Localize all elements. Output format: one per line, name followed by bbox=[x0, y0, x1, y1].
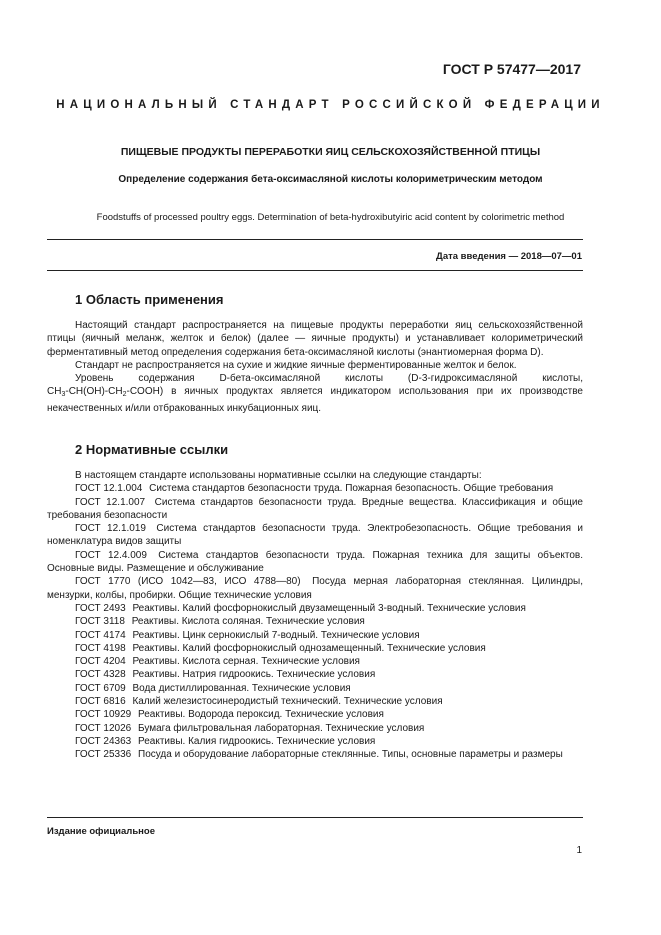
reference-title: Система стандартов безопасности труда. Пожарная техника для защиты объектов. Основные виды. Размещение и обслуживание bbox=[47, 549, 584, 575]
reference-title: Реактивы. Кислота соляная. Технические условия bbox=[131, 616, 365, 628]
reference-code: ГОСТ 1770 (ИСО 1042—83, ИСО 4788—80) bbox=[75, 576, 301, 588]
english-title: Foodstuffs of processed poultry eggs. Determination of beta-hydroxibutyiric acid content by colorimetric method bbox=[96, 212, 565, 223]
reference-list bbox=[47, 482, 583, 761]
reference-item bbox=[47, 722, 583, 735]
section-heading: 1 Область применения bbox=[75, 292, 224, 307]
introduction-date: Дата введения — 2018—07—01 bbox=[436, 251, 582, 262]
document-subtitle: Определение содержания бета-оксимасляной кислоты колориметрическим методом bbox=[118, 174, 543, 185]
reference-title: Реактивы. Водорода пероксид. Технические условия bbox=[138, 709, 384, 721]
reference-item bbox=[47, 549, 583, 576]
reference-title: Посуда и оборудование лабораторные стеклянные. Типы, основные параметры и размеры bbox=[138, 749, 563, 761]
formula-part: -CH(OH)-CH bbox=[65, 386, 123, 398]
reference-code: ГОСТ 12.1.004 bbox=[75, 483, 143, 495]
reference-title: Реактивы. Кислота серная. Технические условия bbox=[132, 656, 360, 668]
reference-code: ГОСТ 6709 bbox=[75, 682, 126, 694]
reference-item bbox=[47, 655, 583, 668]
reference-code: ГОСТ 4328 bbox=[75, 669, 126, 681]
reference-title: Реактивы. Калия гидроокись. Технические условия bbox=[138, 735, 376, 747]
reference-title: Система стандартов безопасности труда. Вредные вещества. Классификация и общие требования безопасности bbox=[47, 496, 583, 521]
reference-item bbox=[47, 748, 583, 761]
national-standard-heading: НАЦИОНАЛЬНЫЙ СТАНДАРТ РОССИЙСКОЙ ФЕДЕРАЦИИ bbox=[56, 99, 605, 111]
paragraph: В настоящем стандарте использованы нормативные ссылки на следующие стандарты: bbox=[75, 470, 482, 481]
reference-item bbox=[47, 642, 583, 655]
section-scope bbox=[47, 292, 583, 415]
divider-top bbox=[47, 239, 583, 240]
reference-title: Вода дистиллированная. Технические условия bbox=[132, 682, 351, 694]
formula-part: CH bbox=[47, 386, 62, 398]
section-heading: 2 Нормативные ссылки bbox=[75, 442, 229, 457]
formula-subscript: 3 bbox=[61, 391, 66, 399]
reference-item bbox=[47, 522, 583, 549]
reference-code: ГОСТ 2493 bbox=[75, 602, 126, 614]
divider-date bbox=[47, 270, 583, 271]
reference-item bbox=[47, 482, 583, 495]
reference-item bbox=[47, 615, 583, 628]
reference-title: Калий железистосинеродистый технический. Технические условия bbox=[132, 696, 443, 708]
reference-title: Посуда мерная лабораторная стеклянная. Цилиндры, мензурки, колбы, пробирки. Общие технические условия bbox=[47, 576, 583, 601]
paragraph: Стандарт не распространяется на сухие и жидкие яичные ферментированные желток и белок. bbox=[75, 359, 517, 371]
reference-title: Реактивы. Калий фосфорнокислый двузамещенный 3-водный. Технические условия bbox=[132, 602, 526, 614]
reference-title: Реактивы. Цинк сернокислый 7-водный. Технические условия bbox=[132, 629, 420, 641]
reference-code: ГОСТ 4198 bbox=[75, 642, 126, 654]
reference-title: Бумага фильтровальная лабораторная. Технические условия bbox=[138, 722, 425, 734]
page-number: 1 bbox=[576, 845, 582, 856]
reference-code: ГОСТ 12.4.009 bbox=[75, 549, 147, 561]
reference-code: ГОСТ 25336 bbox=[75, 749, 132, 761]
paragraph: Настоящий стандарт распространяется на пищевые продукты переработки яиц сельскохозяйственной птицы (яичный меланж, желток и белок) (далее — яичные продукты) и устанавливает колориметрический ферментативный метод определения содержания бета-оксимасляной кислоты (энантиомерная форма D). bbox=[47, 320, 583, 358]
reference-item bbox=[47, 708, 583, 721]
reference-title: Система стандартов безопасности труда. Электробезопасность. Общие требования и номенклатура видов защиты bbox=[47, 523, 584, 548]
reference-item bbox=[47, 668, 583, 681]
reference-item bbox=[47, 682, 583, 695]
reference-title: Реактивы. Натрия гидроокись. Технические условия bbox=[132, 669, 376, 681]
formula-subscript: 2 bbox=[122, 391, 127, 399]
reference-code: ГОСТ 3118 bbox=[75, 616, 125, 628]
reference-code: ГОСТ 24363 bbox=[75, 735, 132, 747]
reference-code: ГОСТ 4204 bbox=[75, 656, 126, 668]
reference-title: Реактивы. Калий фосфорнокислый однозамещенный. Технические условия bbox=[132, 642, 486, 654]
formula-part: -COOH) в яичных продуктах является индикатором использования при их производстве некачественных и/или отбракованных инкубационных яиц. bbox=[47, 386, 583, 414]
reference-code: ГОСТ 12026 bbox=[75, 722, 132, 734]
reference-title: Система стандартов безопасности труда. Пожарная безопасность. Общие требования bbox=[149, 483, 554, 495]
paragraph-line: Уровень содержания D-бета-оксимасляной кислоты (D-3-гидроксимасляной кислоты, bbox=[75, 373, 583, 385]
reference-item bbox=[47, 695, 583, 708]
reference-code: ГОСТ 6816 bbox=[75, 696, 126, 708]
reference-code: ГОСТ 12.1.007 bbox=[75, 496, 146, 508]
reference-item bbox=[47, 575, 583, 602]
divider-footer bbox=[47, 817, 583, 818]
reference-code: ГОСТ 10929 bbox=[75, 709, 132, 721]
document-number: ГОСТ Р 57477—2017 bbox=[442, 61, 581, 77]
reference-item bbox=[47, 735, 583, 748]
section-normative-references bbox=[47, 442, 583, 762]
reference-item bbox=[47, 629, 583, 642]
paragraph-formula bbox=[47, 385, 583, 415]
reference-item bbox=[47, 602, 583, 615]
official-edition-label: Издание официальное bbox=[47, 826, 155, 837]
reference-item bbox=[47, 496, 583, 523]
reference-code: ГОСТ 12.1.019 bbox=[75, 523, 146, 535]
reference-code: ГОСТ 4174 bbox=[75, 629, 126, 641]
document-title: ПИЩЕВЫЕ ПРОДУКТЫ ПЕРЕРАБОТКИ ЯИЦ СЕЛЬСКОХОЗЯЙСТВЕННОЙ ПТИЦЫ bbox=[120, 146, 541, 158]
